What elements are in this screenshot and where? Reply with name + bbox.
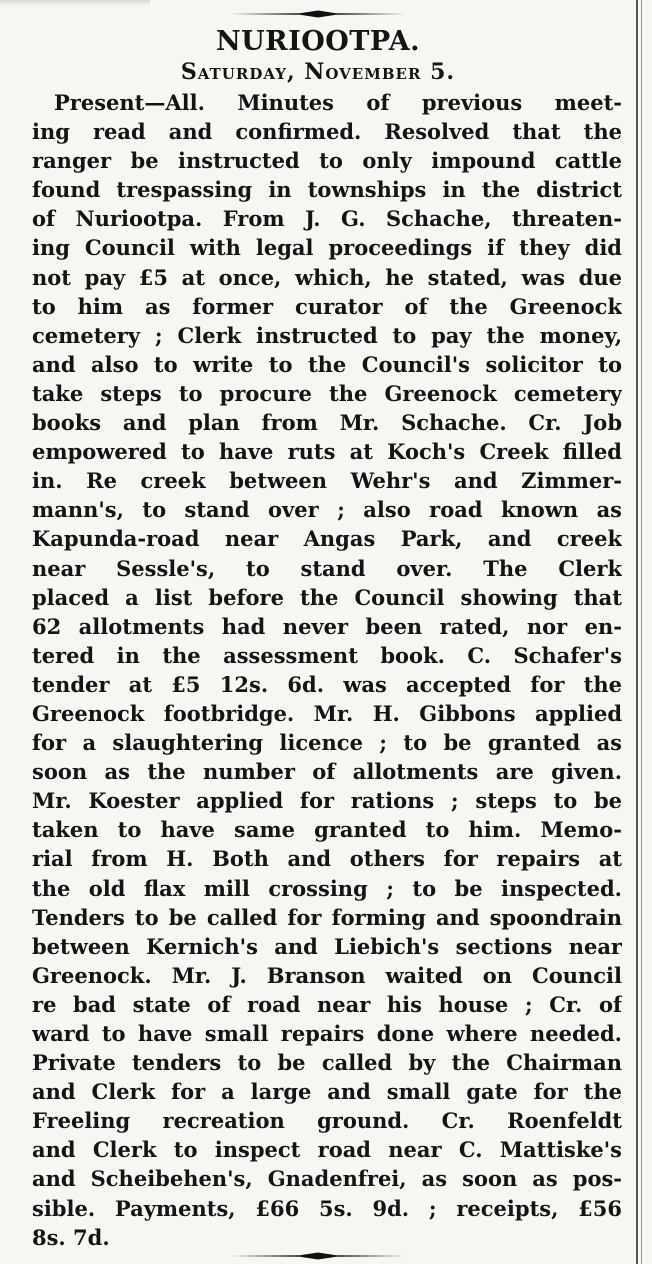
article-line: ing Council with legal proceedings if they did [32,235,622,261]
article-line: found trespassing in townships in the district [32,177,622,203]
article-line: 8s. 7d. [32,1224,110,1250]
article-line: Greenock footbridge. Mr. H. Gibbons applied [32,700,622,726]
article-line: mann's, to stand over ; also road known as [32,497,622,523]
top-ornamental-rule [230,10,406,18]
article-line: empowered to have ruts at Koch's Creek filled [32,439,622,465]
article-line: Private tenders to be called by the Chairman [32,1050,622,1076]
article-line: near Sessle's, to stand over. The Clerk [32,555,622,581]
article-line: ranger be instructed to only impound cattle [32,148,622,174]
article-line: between Kernich's and Liebich's sections near [32,933,622,959]
article-line: tender at £5 12s. 6d. was accepted for the [32,671,622,697]
article-line: Freeling recreation ground. Cr. Roenfeldt [32,1108,622,1134]
article-line: Tenders to be called for forming and spoondrain [32,904,622,930]
article-line: of Nuriootpa. From J. G. Schache, threaten- [32,206,622,232]
bottom-ornamental-rule [230,1252,406,1260]
article-line: take steps to procure the Greenock cemetery [32,380,622,406]
article-dateline: Saturday, November 5. [180,59,456,85]
article-title: NURIOOTPA. [215,26,421,57]
article-line: not pay £5 at once, which, he stated, was due [32,264,622,290]
article-line: sible. Payments, £66 5s. 9d. ; receipts, £56 [32,1195,622,1221]
article-line: ward to have small repairs done where needed. [32,1021,622,1046]
article-line: rial from H. Both and others for repairs at [32,846,622,872]
column-rule-inner [641,0,642,1264]
article-line: for a slaughtering licence ; to be granted as [32,730,622,756]
article-body [32,88,622,1252]
article-line: soon as the number of allotments are given. [32,759,622,785]
article-line: Kapunda-road near Angas Park, and creek [32,526,622,552]
article-line: ing read and confirmed. Resolved that the [32,119,622,145]
article-line: cemetery ; Clerk instructed to pay the money, [32,322,622,348]
article-line: taken to have same granted to him. Memo- [32,817,622,843]
article-line: the old flax mill crossing ; to be inspected. [32,875,622,901]
column-rule [636,0,638,1264]
article-line: to him as former curator of the Greenock [32,293,622,319]
article-line: in. Re creek between Wehr's and Zimmer- [32,468,622,494]
article-line: and Clerk to inspect road near C. Mattiske's [32,1137,622,1163]
article-line: and Scheibehen's, Gnadenfrei, as soon as pos- [32,1166,622,1192]
article-line: Mr. Koester applied for rations ; steps to be [32,788,622,814]
article-line: Present—All. Minutes of previous meet- [54,90,622,115]
article-line: 62 allotments had never been rated, nor en- [32,613,622,639]
article-line: books and plan from Mr. Schache. Cr. Job [32,410,622,436]
article-line: and also to write to the Council's solicitor to [32,351,622,377]
article-line: re bad state of road near his house ; Cr. of [32,991,622,1017]
article-line: Greenock. Mr. J. Branson waited on Council [32,962,622,988]
previous-column-remnant [0,0,150,6]
article-line: tered in the assessment book. C. Schafer's [32,642,622,668]
article-line: placed a list before the Council showing that [32,584,622,610]
article-line: and Clerk for a large and small gate for the [32,1079,622,1105]
